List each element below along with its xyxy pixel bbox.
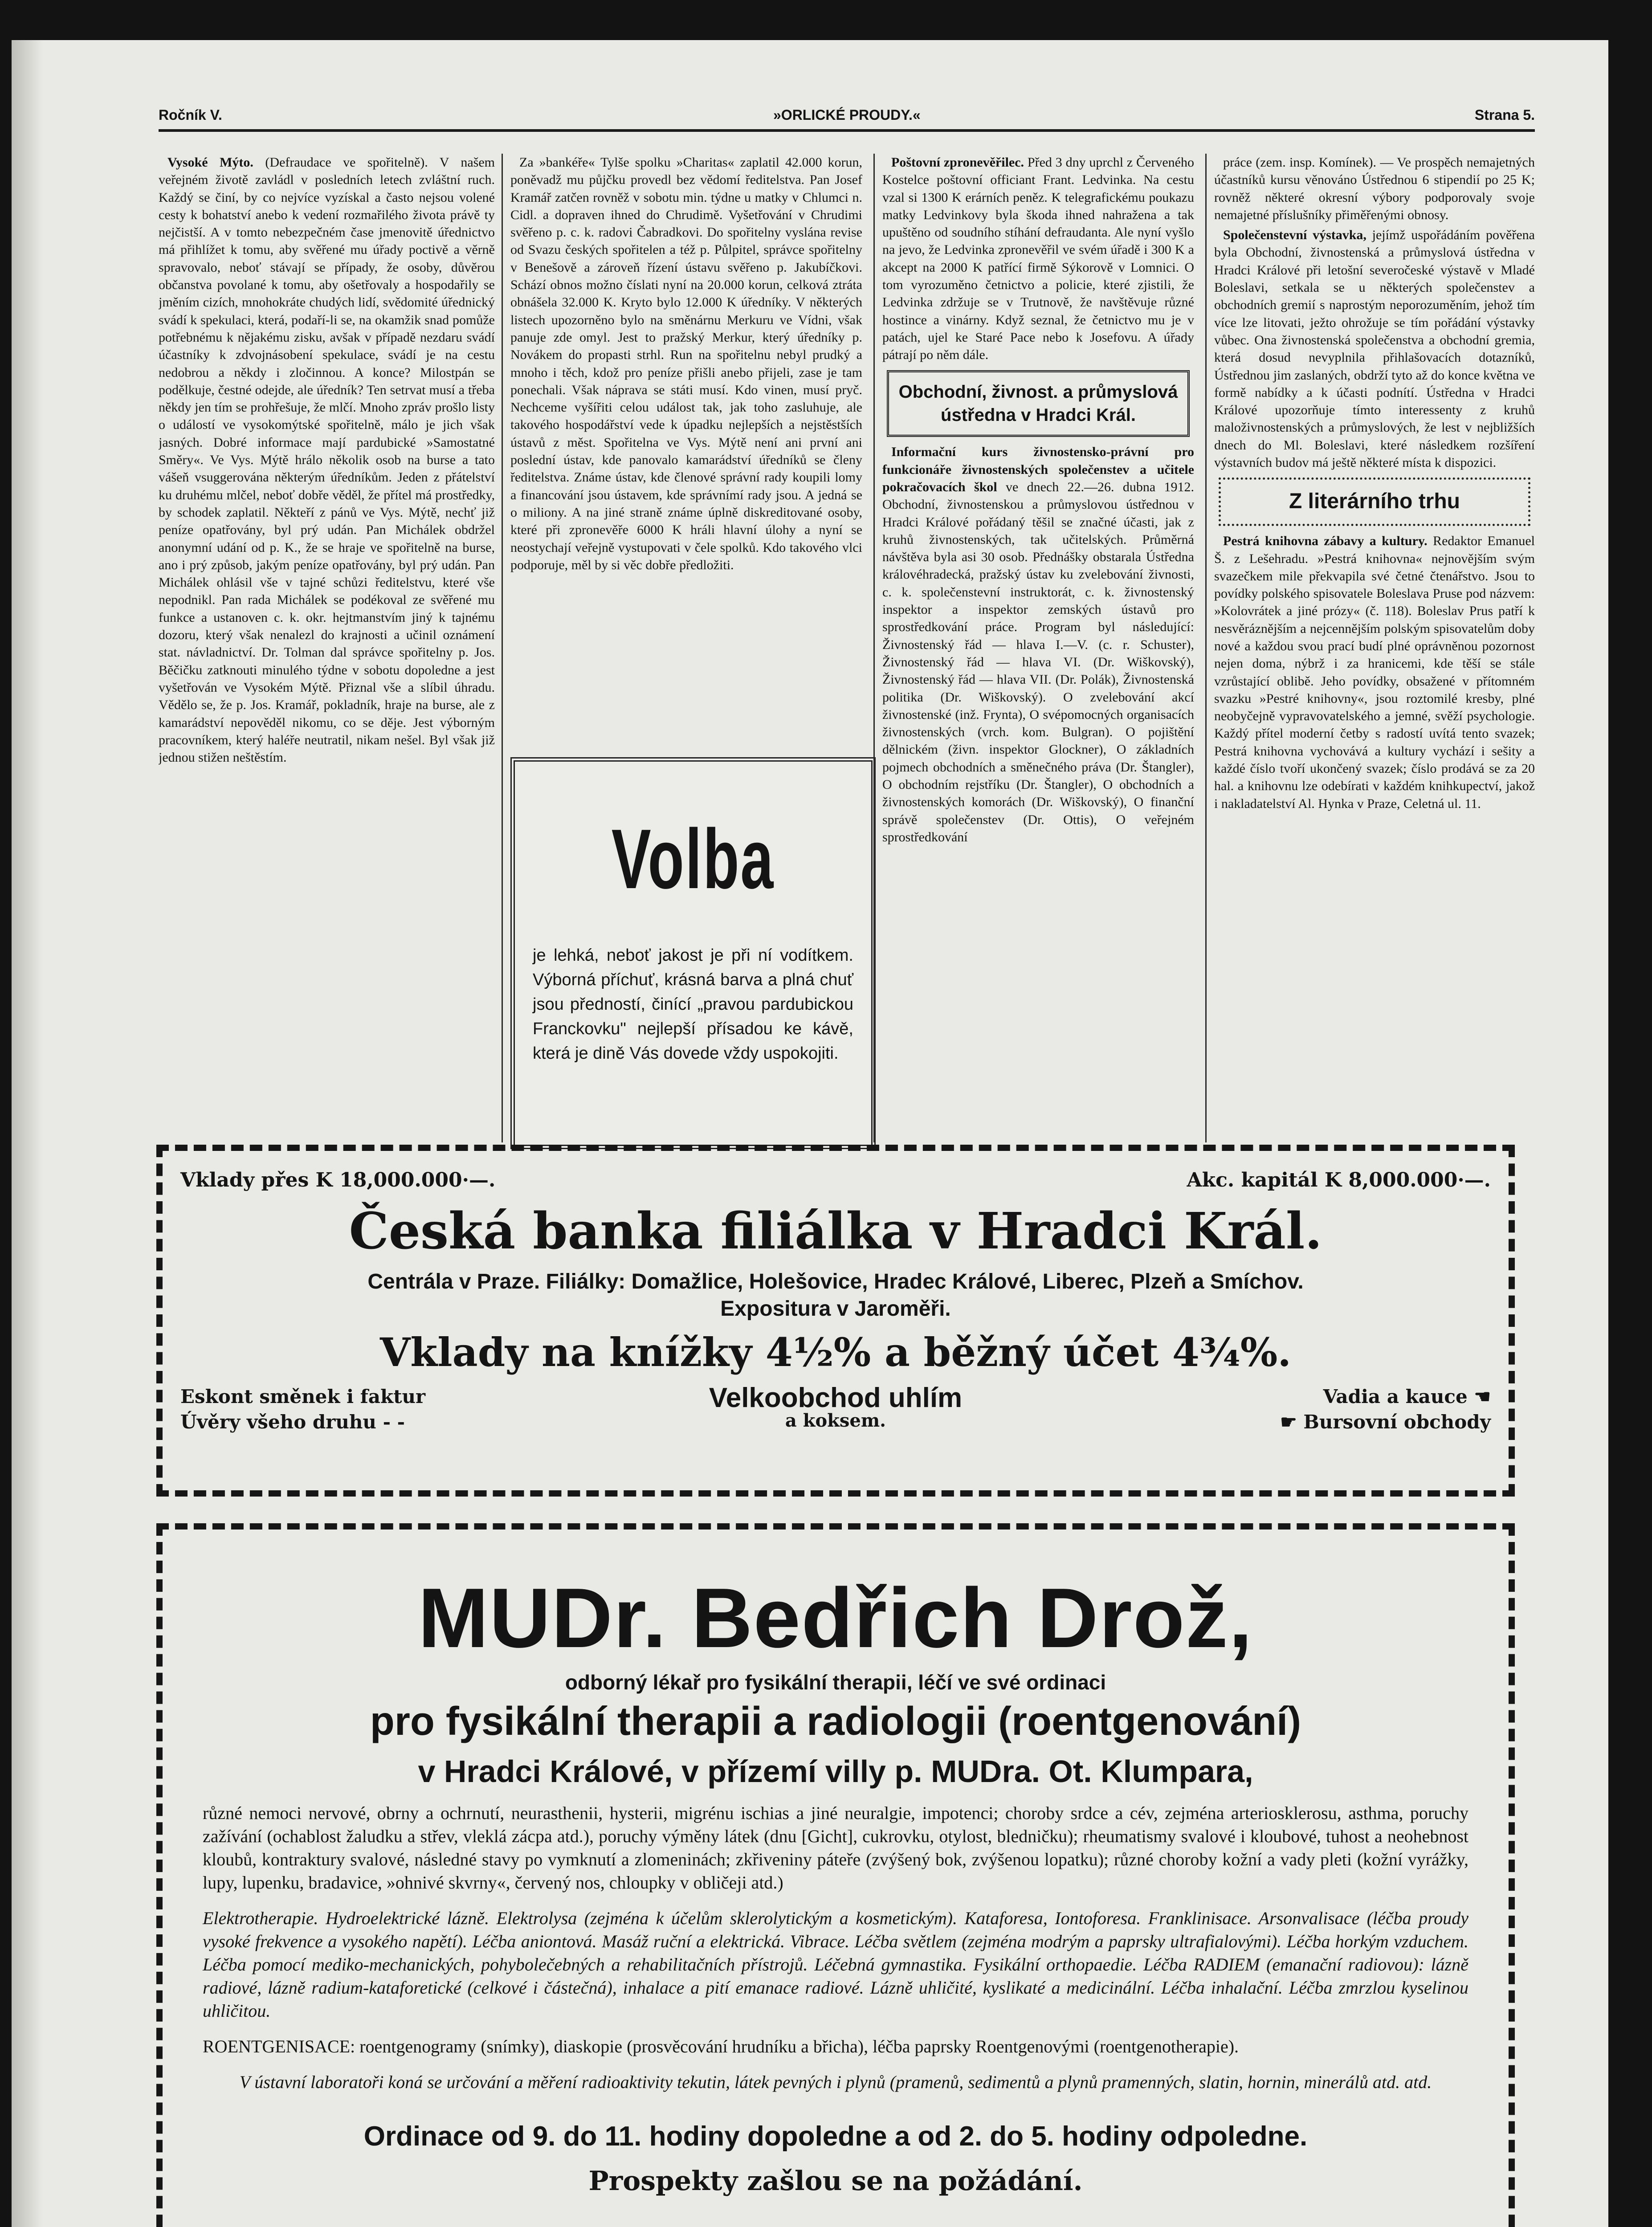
- bank-services-left: [180, 1384, 603, 1435]
- doctor-treatments: různé nemoci nervové, obrny a ochrnutí, neurasthenii, hysterii, migrénu ischias a jiné neuralgie, impotenci; choroby srdce a cév, zejména arteriosklerosu, asthma, poruchy zažívání (ochablost žaludku a střev, vleklá zácpa atd.), poruchy výměny látek (dnu [Gicht], cukrovku, otylost, bledničku); rheumatismy svalové i kloubové, tuhost a neohebnost kloubů, kontraktury svalové, následné stavy po vymknutí a zlomeninách; zkřiveniny páteře (zvýšený bok, zvýšenou lopatku); různé choroby kožní a vady pleti (kožní vyrážky, lupy, lupenku, bradavice, »ohnivé skvrny«, červený nos, chloupky v obličeji atd.): [203, 1803, 1468, 1893]
- article-text: jejímž uspořádáním pověřena byla Obchodní, živnostenská a průmyslová ústředna v Hradci Králové při letošní severočeské výstavě v Mladé Boleslavi, setkala se u některých společenstev a obchodních gremií s naprostým neporozuměním, jehož tím více lze litovati, ježto ohrožuje se tím pořádání výstavky vůbec. Ona živnostenská společenstva a obchodní gremia, která dosud nevyplnila přihlašovacích dotazníků, Ústřednou jim zaslaných, obdrží tyto až do konce května ve formě nabídky a k účasti podnítí. Ústředna v Hradci Králové upozorňuje tímto interessenty z kruhů maloživnostenských a průmyslových, že lest v nejbližších dnech do Ml. Boleslavi, které následkem rozšíření výstavních budov má ještě některé místa k dispozici.: [1214, 228, 1535, 470]
- column-1: [159, 154, 495, 1134]
- article-continuation: [1214, 154, 1535, 224]
- page-fold-shadow: [12, 40, 43, 2227]
- volba-title: Volba: [611, 812, 775, 906]
- newspaper-page: [12, 40, 1608, 2227]
- bank-capital: Akc. kapitál K 8,000.000·—.: [1187, 1169, 1491, 1191]
- doctor-subtitle: odborný lékař pro fysikální therapii, léčí ve své ordinaci: [565, 1671, 1106, 1694]
- section-box-literary: Z literárního trhu: [1219, 477, 1530, 526]
- bank-rates: Vklady na knížky 4½% a běžný účet 4¾%.: [380, 1329, 1291, 1375]
- bank-vadia-label: Vadia a kauce: [1323, 1386, 1468, 1407]
- bank-branch: Expositura v Jaroměři.: [720, 1297, 951, 1321]
- column-rule: [1205, 154, 1207, 1142]
- article-lead: Poštovní zpronevěřilec.: [891, 155, 1024, 170]
- bank-bursovni-label: Bursovní obchody: [1303, 1411, 1491, 1433]
- doctor-laboratory: V ústavní laboratoři koná se určování a měření radioaktivity tekutin, látek pevných i plynů (pramenů, sedimentů a plynů pramenných, slatin, hornin, minerálů atd. atd.: [239, 2072, 1432, 2092]
- volba-text: je lehká, neboť jakost je při ní vodítkem. Výborná příchuť, krásná barva a plná chuť jsou předností, činící „pravou pardubickou Franckovku" nejlepší přísadou ke kávě, která je dině Vás dovede vždy uspokojiti.: [533, 946, 853, 1063]
- article-text: práce (zem. insp. Komínek). — Ve prospěch nemajetných účastníků kursu věnováno Ústřednou 6 stipendií po 25 K; rovněž některé okresní výbory podporovaly svoje nemajetné příslušníky přiměřenými obnosy.: [1214, 155, 1535, 222]
- article-lead: Pestrá knihovna zábavy a kultury.: [1223, 534, 1428, 549]
- ceska-banka-advertisement: [156, 1145, 1515, 1497]
- article-text: ve dnech 22.—26. dubna 1912. Obchodní, živnostenskou a průmyslovou ústřednou v Hradci Králové pořádaný těšil se značné účasti, jak z kruhů živnostenských, tak učitelských. Průměrná návštěva byla asi 30 osob. Přednášky obstarala Ústředna královéhradecká, pražský ústav ku zvelebování živnosti, c. k. společenstevní instruktorát, c. k. živnostenský inspektor a inspektor zemských ústavů pro sprostředkování práce. Program byl následující: Živnostenský řád — hlava I.—V. (c. r. Schuster), Živnostenský řád — hlava VI. (Dr. Wiškovský), Živnostenský řád — hlava VII. (Dr. Polák), Živnostenská politika (Dr. Wiškovský). O zvelebování akcí živnostenské (inž. Frynta), O svépomocných organisacích živnostenských (vrch. kom. Bulgran). O pojištění dělnickém (živn. inspektor Glockner), O základních pojmech obchodních a směnečného práva (Dr. Štangler), O obchodním rejstříku (Dr. Štangler), O obchodních a živnostenských komorách (Dr. Wiškovský), O finanční správě společenstev (Dr. Ottis), O veřejném sprostředkování: [882, 479, 1194, 844]
- bank-credits: Úvěry všeho druhu - -: [180, 1411, 405, 1433]
- bank-discount: Eskont směnek i faktur: [180, 1386, 426, 1407]
- article-text: (Defraudace ve spořitelně). V našem veřejném životě zavládl v posledních letech zvláštní ruch. Každý se činí, by co nejvíce vyzískal a často nejsou volené cesty k bohatství anebo k vedení rozmařilého života právě ty nejčistší. A v tomto nebezpečném čase jmenovitě úřednictvo má přihlížet k tomu, aby svěřené mu úřady poctivě a věrně spravovalo, neboť stávají se případy, že osoby, důvěrou občanstva povolané k tomu, aby ošetřovaly a hospodařily se jměním cizích, mnohokráte chudých lidí, svědomité úřednický svádí k spekulaci, která, podaří-li se, na okamžik snad pomůže potřebnému k nějakému zisku, avšak v případě nezdaru svádí účastníky k zdvojnásobení spekulace, svádí je na cestu nedobrou a někdy i zločinnou. A konce? Milostpán se podělkuje, čestné odejde, ale úředník? Ten setrvat musí a třeba někdy jen tím se prohřešuje, že mlčí. Mnoho zpráv prošlo listy o událostí ve vysokomýtské spořitelně, málo je jich však jasných. Dobré informace mají pardubické »Samostatné Směry«. Ve Vys. Mýtě hrálo několik osob na burse a tato vášeň vsuggerována některým úředníkům. Jeden z přátelství ku druhému mlčel, neboť dobře věděl, že přítel má prostředky, by schodek zaplatil. Někteří z pánů ve Vys. Mýtě, nechť již peníze opatřovány, byl prý udán. Pan Michálek obdržel anonymní udání od p. K., že se hraje ve spořitelně na burse, ano i prý způsob, jakým peníze opatřovány, byl prý udán. Pan Michálek ohlásil vše v tajné schůzi ředitelstvu, které vše nepodnikl. Pan rada Michálek se podékoval ze svěřené mu funkce a ustanoven c. k. okr. hejtmanstvím jiný k tajnému dozoru, který však nenalezl do krajnosti a učinil oznámení stat. návladnictví. Dr. Tolman dal správce spořitelny p. Jos. Běčičku zatknouti minulého týdne v sobotu dopoledne a jest vyšetřován ve Vysokém Mýtě. Přiznal vše a slíbil úhradu. Vědělo se, že p. Jos. Kramář, pokladník, hraje na burse, ale z kamarádství nepověděl nikomu, co se děje. Jest výborným pracovníkem, který haléře neutratil, nikam nešel. Byl však již jednou stižen neštěstím.: [159, 155, 495, 765]
- article-text: Za »bankéře« Tylše spolku »Charitas« zaplatil 42.000 korun, poněvadž mu půjčku provedl bez vědomí ředitelstva. Pan Josef Kramář zatčen rovněž v sobotu min. týdne u matky v Chlumci n. Cidl. a dopraven ihned do Chrudimě. Vyšetřování v Chrudimi svěřeno p. c. k. radovi Čabradkovi. Do spořitelny vyslána revise od Svazu českých spořitelen a též p. Půlpitel, správce spořitelny v Benešově a zároveň řízení ústavu svěřeno p. Jakubíčkovi. Schází obnos možno číslati nyní na 20.000 korun, celková ztráta obnášela 32.000 K. Kryto bylo 12.000 K úředníky. V některých listech upozorněno bylo na směnárnu Merkuru ve Vídni, však panuje zde omyl. Jest to pražský Merkur, který úředníky p. Novákem do propasti strhl. Run na spořitelnu nebyl prudký a mnoho i těch, kdož pro peníze přišli anebo přijeli, zase je tam ponechali. Však náprava se státi musí. Kdo vinen, musí pryč. Nechceme vyšířiti celou událost tak, jak toho zasluhuje, ale takového hospodářství vede k úpadku nejlepších a nejstěstších ústavů z měst. Spořitelna ve Vys. Mýtě není ani první ani poslední ústav, kde panovalo kamarádství úředníků se členy ředitelstva. Známe ústav, kde členové správní rady koupili lomy a financování jsou ústavem, kde správnímí rady jsou. A jedná se o miliony. A na jiné straně známe úplně diskreditované osoby, které při zpronevěře 6000 K hráli hlavní úlohy a nyní se neostychají veřejně vystupovati v čele spolků. Kdo takového vlci podporuje, měl by si věc dobře předložiti.: [510, 155, 862, 572]
- column-rule: [502, 154, 503, 1142]
- article-postal-embezzler: [882, 154, 1194, 364]
- bank-title: Česká banka filiálka v Hradci Král.: [349, 1202, 1322, 1260]
- newspaper-title: »ORLICKÉ PROUDY.«: [773, 107, 921, 123]
- article-text: Před 3 dny uprchl z Červeného Kostelce poštovní officiant Frant. Ledvinka. Na cestu vzal si 1300 K erárních peněz. K telegrafickému poukazu matky Ledvinkovy byla škoda ihned nahražena a tak upuštěno od soudního stíhání defraudanta. Ale nyní vyšlo na jevo, že Ledvinka zpronevěřil ve svém úřadě i 300 K a akcept na 2000 K patřící firmě Sýkorově v Lomnici. O tom vyrozuměno četnictvo a policie, které zjistili, že Ledvinka zdržuje se v Trutnově, že navštěvuje různé hostince a vinárny. Když seznal, že četnictvo mu je v patách, ujel ke Staré Pace nebo k Josefovu. A úřady pátrají po něm dále.: [882, 155, 1194, 363]
- bank-coal-sub: a koksem.: [785, 1410, 886, 1431]
- bank-top-row: [180, 1169, 1491, 1191]
- article-text: Redaktor Emanuel Š. z Lešehradu. »Pestrá knihovna« nejnovějším svým svazečkem mile překvapila své četné čtenářstvo. Jsou to povídky polského spisovatele Boleslava Pruse pod názvem: »Kolovrátek a jiné prózy« (č. 118). Boleslav Prus patří k nesvěráznějším a nejcennějším polským spisovatelům doby nové a každou svou prací budí plné oprávněnou pozornost nejen doma, nýbrž i za hranicemi, kde těší se stále vzrůstající oblibě. Jeho povídky, obsažené v přítomném svazku »Pestré knihovny«, jsou roztomilé kresby, plné neobyčejně vypravovatelského a jemné, svěží psychologie. Každý přítel moderní četby s radostí uvítá tento svazek; Pestrá knihovna vychovává a kultury vychází i sešity a každé číslo tvoří ukončený svazek; číslo prodává se za 20 hal. a knihovnu lze odebírati v každém knihkupectví, jakož i nakladatelství Al. Hynka v Praze, Celetná ul. 11.: [1214, 534, 1535, 811]
- article-pestra-knihovna: [1214, 532, 1535, 812]
- article-continuation: [510, 154, 862, 574]
- doctor-therapies: Elektrotherapie. Hydroelektrické lázně. Elektrolysa (zejména k účelům sklerolytickým a kosmetickým). Kataforesa, Iontoforesa. Franklinisace. Arsonvalisace (léčba proudy vysoké frekvence a vysokého napětí). Léčba aniontová. Masáž ruční a elektrická. Vibrace. Léčba světlem (zejména modrým a paprsky ultrafialovými). Léčba horkým vzduchem. Léčba pomocí mediko-mechanických, pohybolečebných a rehabilitačních přístrojů. Léčebná gymnastika. Fysikální orthopaedie. Léčba RADIEM (emanační radiovou): lázně radiové, lázně radium-kataforetické (celkové i částečná), inhalace a pití emanace radiové. Lázně uhličité, kyslikaté a medicinální. Léčba inhalační. Léčba zmrzlou kyselinou uhličitou.: [203, 1908, 1468, 2021]
- header-rule: [159, 129, 1535, 132]
- bank-coal: [603, 1384, 1068, 1435]
- pointing-hand-icon: ☚: [1474, 1386, 1491, 1407]
- column-4: [1214, 154, 1535, 1134]
- doctor-advertisement: [156, 1523, 1515, 2227]
- article-vysoke-myto: [159, 154, 495, 766]
- bank-vadia: [1068, 1384, 1491, 1410]
- doctor-prospectus: Prospekty zašlou se na požádání.: [588, 2166, 1083, 2197]
- page-header: [159, 107, 1535, 129]
- bank-deposits: Vklady přes K 18,000.000·—.: [180, 1169, 496, 1191]
- doctor-roentgen: ROENTGENISACE: roentgenogramy (snímky), diaskopie (prosvěcování hrudníku a břicha), léčba paprsky Roentgenovými (roentgenotherapie).: [203, 2036, 1239, 2056]
- pointing-hand-icon: ☛: [1280, 1411, 1297, 1433]
- bank-services: [180, 1384, 1491, 1435]
- article-lead: Vysoké Mýto.: [167, 155, 253, 170]
- doctor-field: pro fysikální therapii a radiologii (roentgenování): [370, 1699, 1301, 1744]
- article-informational-course: [882, 443, 1194, 846]
- article-lead: Informační kurs živnostensko-právní pro funkcionáře živnostenských společenstev a učitele pokračovacích škol: [882, 445, 1194, 494]
- doctor-location: v Hradci Králové, v přízemí villy p. MUDra. Ot. Klumpara,: [418, 1754, 1253, 1789]
- bank-bursovni: [1068, 1410, 1491, 1435]
- article-lead: Společenstevní výstavka,: [1223, 228, 1366, 243]
- page-number: Strana 5.: [1474, 107, 1535, 123]
- doctor-name: MUDr. Bedřich Drož,: [418, 1571, 1253, 1665]
- bank-coal-title: Velkoobchod uhlím: [709, 1383, 963, 1413]
- column-rule: [873, 154, 875, 1142]
- column-3: [882, 154, 1194, 1134]
- volba-advertisement: [510, 757, 876, 1149]
- column-2: [510, 154, 862, 733]
- doctor-hours: Ordinace od 9. do 11. hodiny dopoledne a od 2. do 5. hodiny odpoledne.: [363, 2121, 1308, 2152]
- volume-label: Ročník V.: [159, 107, 222, 123]
- section-box-obchodni-ustredna: Obchodní, živnost. a průmyslová ústředna v Hradci Král.: [887, 370, 1190, 437]
- bank-central: Centrála v Praze. Filiálky: Domažlice, Holešovice, Hradec Králové, Liberec, Plzeň a Smíchov.: [367, 1270, 1304, 1293]
- bank-services-right: [1068, 1384, 1491, 1435]
- article-exhibition: [1214, 226, 1535, 471]
